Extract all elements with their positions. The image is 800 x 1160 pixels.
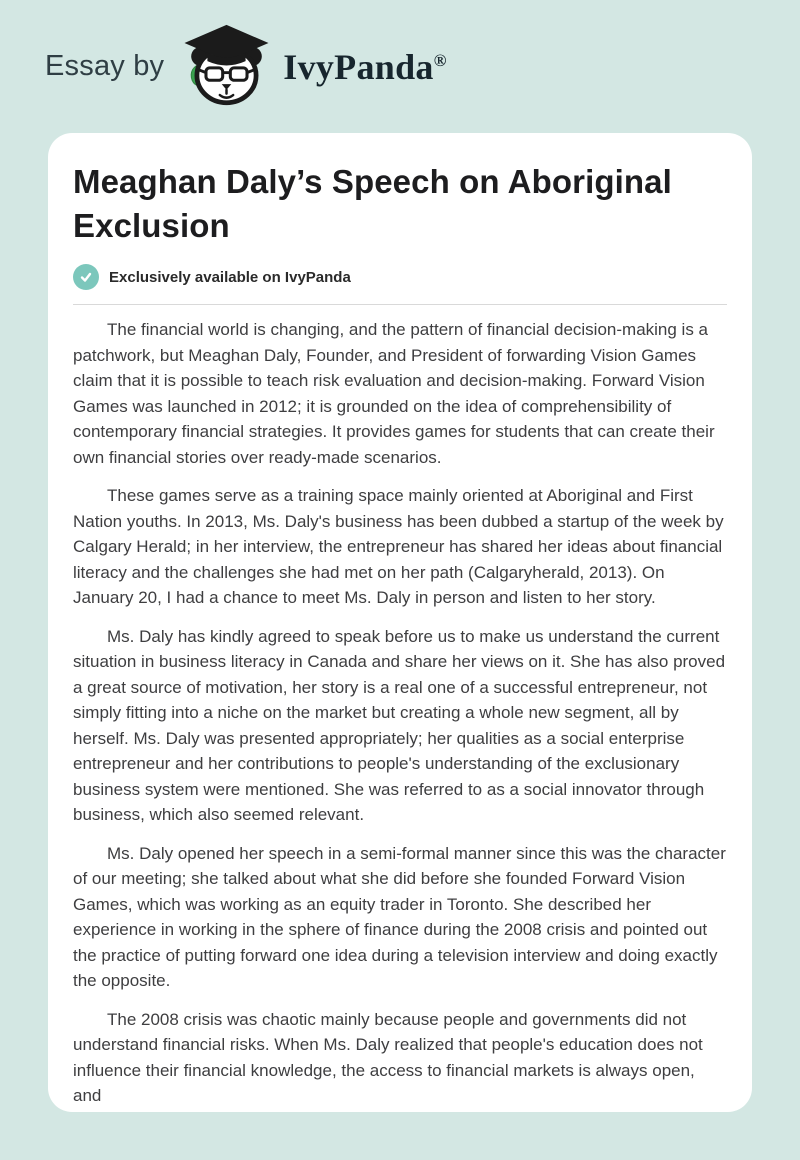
essay-by-label: Essay by: [45, 50, 165, 82]
essay-card: [48, 133, 752, 1112]
panda-graduation-cap-icon: [178, 23, 275, 107]
essay-paragraph: The financial world is changing, and the pattern of financial decision-making is a patchwork, but Meaghan Daly, Founder, and President of forwarding Vision Games claim that it is possible to teach risk evaluation and decision-making. Forward Vision Games was launched in 2012; it is grounded on the idea of comprehensibility of contemporary financial strategies. It provides games for students that can create their own financial stories over ready-made scenarios.: [73, 320, 715, 467]
divider: [73, 304, 727, 305]
essay-paragraph: Ms. Daly has kindly agreed to speak before us to make us understand the current situation in business literacy in Canada and share her views on it. She has also proved a great source of motivation, her story is a real one of a successful entrepreneur, not simply fitting into a niche on the market but creating a whole new segment, all by herself. Ms. Daly was presented appropriately; her qualities as a social enterprise entrepreneur and her contributions to people's understanding of the exclusionary business system were mentioned. She was referred to as a social innovator through business, which also seemed relevant.: [73, 626, 726, 824]
essay-paragraph: The 2008 crisis was chaotic mainly because people and governments did not understand financial risks. When Ms. Daly realized that people's education does not influence their financial knowledge, the access to financial markets is always open, and: [73, 1009, 703, 1105]
ivypanda-logo: [178, 23, 275, 112]
essay-paragraph: Ms. Daly opened her speech in a semi-formal manner since this was the character of our meeting; she talked about what she did before she founded Forward Vision Games, which was working as an equity trader in Toronto. She described her experience in working in the sphere of finance during the 2008 crisis and pointed out the practice of putting forward one idea during a television interview and doing exactly the opposite.: [73, 843, 726, 990]
availability-text: Exclusively available on IvyPanda: [109, 268, 351, 286]
availability-badge: [73, 264, 727, 290]
essay-title: Meaghan Daly’s Speech on Aboriginal Exclusion: [73, 163, 672, 244]
essay-body: [73, 317, 727, 1109]
check-circle-icon: [73, 264, 99, 290]
registered-trademark: ®: [433, 50, 447, 70]
brand-name: IvyPanda®: [283, 46, 447, 87]
site-header: [0, 0, 800, 133]
essay-paragraph: These games serve as a training space mainly oriented at Aboriginal and First Nation youths. In 2013, Ms. Daly's business has been dubbed a startup of the week by Calgary Herald; in her interview, the entrepreneur has shared her ideas about financial literacy and the challenges she had met on her path (Calgaryherald, 2013). On January 20, I had a chance to meet Ms. Daly in person and listen to her story.: [73, 486, 724, 607]
